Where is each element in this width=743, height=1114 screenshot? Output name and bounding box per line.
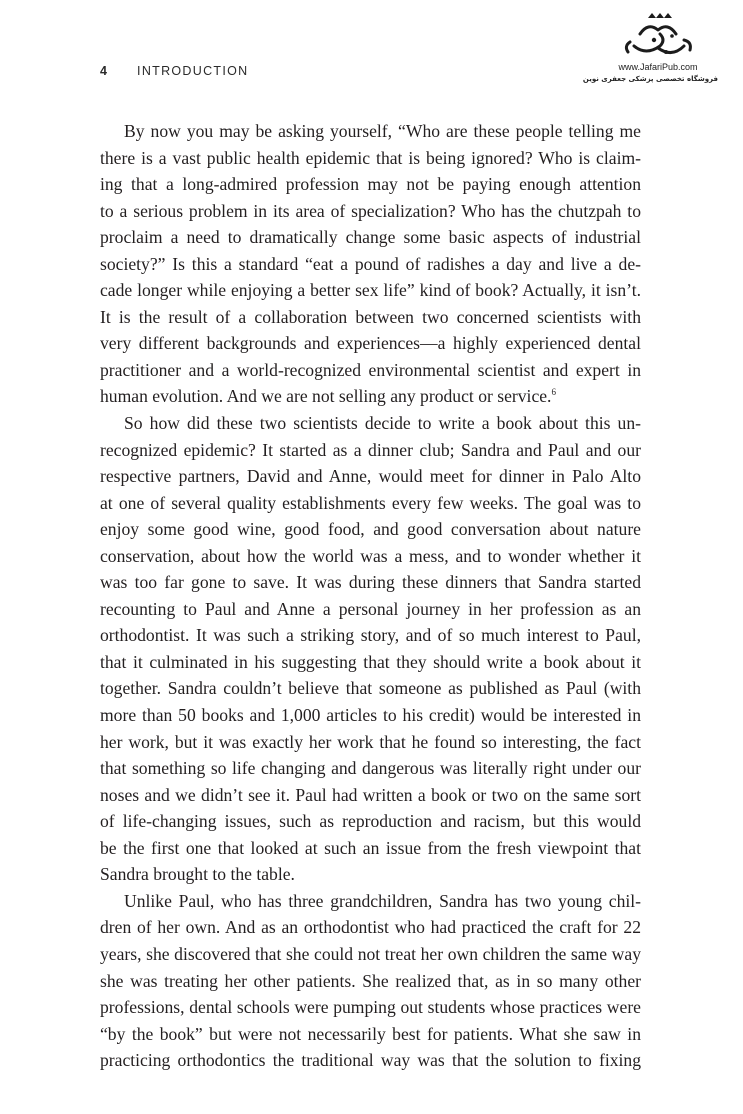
text-line: at one of several quality establishments every few weeks. The goal was to [100,492,641,513]
text-line: together. Sandra couldn’t believe that someone as published as Paul (with [100,678,641,699]
body-text [100,118,641,1074]
text-line: Unlike Paul, who has three grandchildren, Sandra has two young chil- [124,890,641,911]
text-line: there is a vast public health epidemic that is being ignored? Who is claim- [100,147,641,168]
text-line: So how did these two scientists decide to write a book about this un- [124,413,641,434]
running-header [100,64,248,78]
page-number: 4 [100,64,109,78]
text-line: Sandra brought to the table. [100,864,295,885]
text-line: recounting to Paul and Anne a personal journey in her profession as an [100,598,641,619]
text-line: orthodontist. It was such a striking story, and of so much interest to Paul, [100,625,641,646]
paragraph [100,410,641,888]
text-line: was too far gone to save. It was during these dinners that Sandra started [100,572,641,593]
text-line: that it culminated in his suggesting that they should write a book about it [100,651,641,672]
text-line: professions, dental schools were pumping out students whose practices were [100,997,641,1018]
text-line: practicing orthodontics the traditional way was that the solution to fixing [100,1050,641,1071]
text-line: noses and we didn’t see it. Paul had written a book or two on the same sort [100,784,641,805]
footnote-marker[interactable]: 6 [551,387,556,398]
text-line [100,383,641,410]
text-line: be the first one that looked at such an issue from the fresh viewpoint that [100,837,641,858]
publisher-logo [582,12,718,107]
text-line: to a serious problem in its area of specialization? Who has the chutzpah to [100,200,641,221]
publisher-tagline: فروشگاه تخصصی پزشکی جعفری نوین [582,75,718,83]
text-line: that something so life changing and dangerous was literally right under our [100,758,641,779]
text-line-content: human evolution. And we are not selling any product or service. [100,386,552,407]
publisher-emblem-icon [610,12,706,62]
text-line: her work, but it was exactly her work that he found so interesting, the fact [100,731,641,752]
publisher-url: www.JafariPub.com [618,62,698,72]
text-line: proclaim a need to dramatically change some basic aspects of industrial [100,227,641,248]
text-line: practitioner and a world-recognized environmental scientist and expert in [100,359,641,380]
text-line: respective partners, David and Anne, would meet for dinner in Palo Alto [100,466,641,487]
text-line: very different backgrounds and experiences—a highly experienced dental [100,333,641,354]
text-line: she was treating her other patients. She realized that, as in so many other [100,970,641,991]
text-line: years, she discovered that she could not treat her own children the same way [100,943,641,964]
section-title: INTRODUCTION [137,64,249,78]
text-line: more than 50 books and 1,000 articles to his credit) would be interested in [100,705,641,726]
text-line: By now you may be asking yourself, “Who are these people telling me [124,121,641,141]
text-line: recognized epidemic? It started as a dinner club; Sandra and Paul and our [100,439,641,460]
text-line: “by the book” but were not necessarily best for patients. What she saw in [100,1023,641,1044]
text-line: ing that a long-admired profession may not be paying enough attention [100,174,641,195]
text-line: of life-changing issues, such as reproduction and racism, but this would [100,811,641,832]
text-line: It is the result of a collaboration between two concerned scientists with [100,306,641,327]
text-line: conservation, about how the world was a mess, and to wonder whether it [100,545,641,566]
text-line: society?” Is this a standard “eat a pound of radishes a day and live a de- [100,253,641,274]
text-line: enjoy some good wine, good food, and good conversation about nature [100,519,641,540]
text-line: cade longer while enjoying a better sex life” kind of book? Actually, it isn’t. [100,280,641,301]
paragraph [100,888,641,1074]
paragraph [100,118,641,410]
text-line: dren of her own. And as an orthodontist who had practiced the craft for 22 [100,917,641,938]
